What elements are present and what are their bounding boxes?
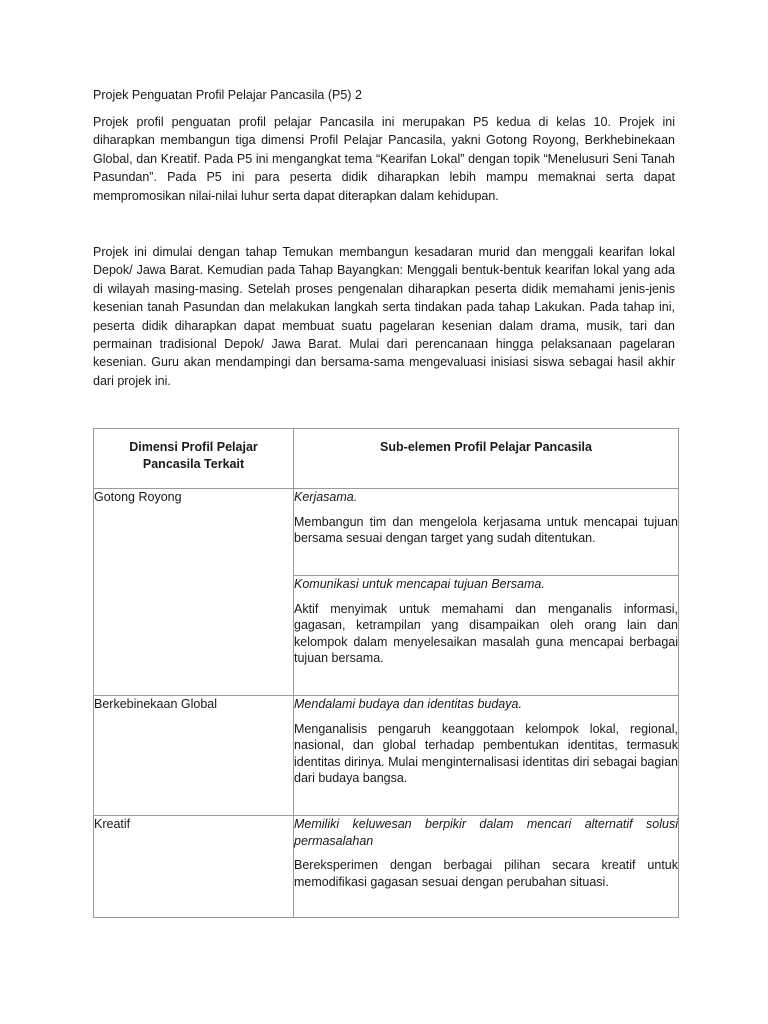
table-row (94, 696, 679, 816)
subelement-description: Membangun tim dan mengelola kerjasama untuk mencapai tujuan bersama sesuai dengan target yang sudah ditentukan. (294, 514, 678, 546)
process-paragraph: Projek ini dimulai dengan tahap Temukan membangun kesadaran murid dan menggali kearifan lokal Depok/ Jawa Barat. Kemudian pada Tahap Bayangkan: Menggali bentuk-bentuk kearifan lokal yang ada di wilayah masing-masing. Setelah proses pengenalan diharapkan peserta didik memahami jenis-jenis kesenian tanah Pasundan dan melakukan langkah serta tindakan pada tahap Lakukan. Pada tahap ini, peserta didik diharapkan dapat membuat suatu pagelaran kesenian dalam drama, musik, tari dan permainan tradisional Depok/ Jawa Barat. Mulai dari perencanaan hingga pelaksanaan pagelaran kesenian. Guru akan mendampingi dan bersama-sama mengevaluasi inisiasi siswa sebagai hasil akhir dari projek ini. (93, 245, 675, 388)
subelement-title: Memiliki keluwesan berpikir dalam mencari alternatif solusi permasalahan (294, 817, 678, 848)
subelement-description: Bereksperimen dengan berbagai pilihan secara kreatif untuk memodifikasi gagasan sesuai dengan perubahan situasi. (294, 858, 678, 889)
subelement-cell (294, 696, 679, 816)
dimension-cell: Kreatif (94, 816, 294, 918)
document-title: Projek Penguatan Profil Pelajar Pancasila (P5) 2 (93, 88, 362, 102)
subelement-description: Menganalisis pengaruh keanggotaan kelompok lokal, regional, nasional, dan global terhadap pembentukan identitas, termasuk identitas dirinya. Mulai menginternalisasi identitas diri sebagai bagian dari budaya bangsa. (294, 721, 678, 786)
header-dimension: Dimensi Profil Pelajar Pancasila Terkait (94, 429, 294, 489)
table-row (94, 816, 679, 918)
dimension-cell: Berkebinekaan Global (94, 696, 294, 816)
subelement-cell (294, 816, 679, 918)
table-header-row (94, 429, 679, 489)
table-row (94, 489, 679, 576)
subelement-title: Komunikasi untuk mencapai tujuan Bersama. (294, 577, 545, 592)
header-subelement: Sub-elemen Profil Pelajar Pancasila (294, 429, 679, 489)
subelement-cell (294, 576, 679, 696)
dimension-cell: Gotong Royong (94, 489, 294, 696)
subelement-cell (294, 489, 679, 576)
subelement-title: Kerjasama. (294, 490, 358, 505)
subelement-description: Aktif menyimak untuk memahami dan menganalis informasi, gagasan, ketrampilan yang disampaikan oleh orang lain dan kelompok dalam menyelesaikan masalah guna mencapai berbagai tujuan bersama. (294, 601, 678, 666)
document-page (93, 86, 678, 918)
dimension-table (93, 428, 679, 918)
intro-paragraph: Projek profil penguatan profil pelajar Pancasila ini merupakan P5 kedua di kelas 10. Projek ini diharapkan membangun tiga dimensi Profil Pelajar Pancasila, yakni Gotong Royong, Berkhebinekaan Global, dan Kreatif. Pada P5 ini mengangkat tema “Kearifan Lokal” dengan topik “Menelusuri Seni Tanah Pasundan”. Pada P5 ini para peserta didik diharapkan lebih mampu memaknai serta dapat mempromosikan nilai-nilai luhur serta dapat diterapkan dalam kehidupan. (93, 115, 675, 203)
subelement-title: Mendalami budaya dan identitas budaya. (294, 697, 522, 712)
